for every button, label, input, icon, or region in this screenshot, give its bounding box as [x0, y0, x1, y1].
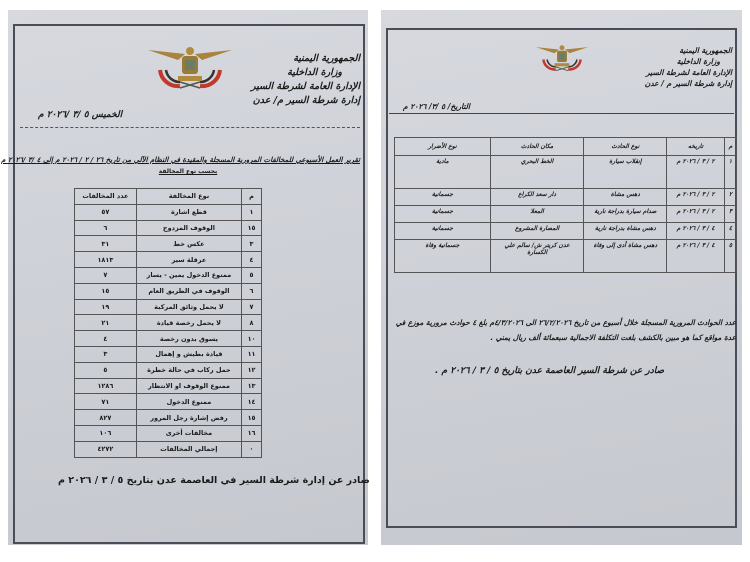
- cell: ١٨١٣: [75, 252, 137, 268]
- left-document-page: [1, 10, 370, 545]
- cell: ١١: [242, 346, 262, 362]
- table-total-row: [75, 441, 262, 457]
- cell: ٣: [75, 346, 137, 362]
- separator-line: [389, 113, 734, 114]
- cell: ممنوع الوقوف او الانتظار: [136, 378, 241, 394]
- cell: دهس مشاة أدى إلى وفاة: [584, 240, 667, 273]
- cell: قطع اشارة: [136, 204, 241, 220]
- cell: ١٠: [242, 331, 262, 347]
- cell: ١: [725, 156, 737, 189]
- issued-by-footer: صادر عن إدارة شرطة السير في العاصمة عدن بتاريخ ٥ / ٣ / ٢٠٢٦ م: [58, 475, 370, 486]
- cell: ١٢٨٦: [75, 378, 137, 394]
- cell: رفض إشارة رجل المرور: [136, 410, 241, 426]
- cell: ٧: [75, 267, 137, 283]
- cell: ٢١: [75, 315, 137, 331]
- table-row: [395, 206, 737, 223]
- column-header: نوع المخالفة: [136, 189, 241, 205]
- cell: جسمانية وفاة: [395, 240, 491, 273]
- cell: ١٥: [242, 410, 262, 426]
- cell: المعلا: [490, 206, 584, 223]
- table-row: [75, 362, 262, 378]
- table-row: [75, 283, 262, 299]
- cell: عكس خط: [136, 236, 241, 252]
- cell: ٤ / ٣ / ٢٠٢٦ م: [667, 240, 725, 273]
- table-row: [75, 394, 262, 410]
- cell: لا يحمل وثائق المركبة: [136, 299, 241, 315]
- letterhead-line: الإدارة العامة لشرطة السير: [645, 68, 732, 77]
- cell: ١٣: [242, 378, 262, 394]
- table-row: [75, 236, 262, 252]
- table-row: [75, 346, 262, 362]
- column-header: مكان الحادث: [490, 138, 584, 156]
- cell: ٧: [242, 299, 262, 315]
- cell: الخط البحري: [490, 156, 584, 189]
- summary-paragraph: عدد الحوادث المرورية المسجلة خلال أسبوع من تاريخ ٢٦/٢/٢٠٢٦ الى ٤/٣/٢٠٢٦م بلغ ٤ حوادث مرورية موزع في عدة مواقع كما هو مبين بالكشف بلغت التكلفة الاجمالية سبعمائة ألف ريال يمني .: [395, 318, 736, 342]
- cell: ١٤: [242, 394, 262, 410]
- column-header: م: [725, 138, 737, 156]
- cell: قيادة بطيش و إهمال: [136, 346, 241, 362]
- yemen-emblem-icon: [531, 40, 593, 74]
- table-row: [75, 410, 262, 426]
- cell: ١٦: [242, 425, 262, 441]
- document-date: الخميس ٥ /٣ /٢٠٢٦ م: [38, 110, 123, 120]
- cell: ٣: [242, 236, 262, 252]
- cell: جسمانية: [395, 206, 491, 223]
- cell: ١٥: [242, 220, 262, 236]
- issued-by-footer: صادر عن شرطة السير العاصمة عدن بتاريخ ٥ / ٣ / ٢٠٢٦ م .: [435, 366, 665, 376]
- table-row: [75, 267, 262, 283]
- letterhead: [251, 52, 360, 108]
- letterhead-line: وزارة الداخلية: [676, 57, 720, 66]
- cell: جسمانية: [395, 189, 491, 206]
- cell: ٢ / ٣ / ٢٠٢٦ م: [667, 206, 725, 223]
- cell: ٦: [242, 283, 262, 299]
- cell: حمل ركاب في حالة خطرة: [136, 362, 241, 378]
- cell: لا يحمل رخصة قيادة: [136, 315, 241, 331]
- table-row: [75, 425, 262, 441]
- report-subtitle: بحسب نوع المخالفة: [158, 168, 218, 175]
- cell: ٨٢٧: [75, 410, 137, 426]
- cell: عدن كريتر ش/ سالم علي الكسارة: [490, 240, 584, 273]
- cell: مخالفات أخرى: [136, 425, 241, 441]
- column-header: عدد المخالفات: [75, 189, 137, 205]
- cell: عرقلة سير: [136, 252, 241, 268]
- cell: ٣: [725, 206, 737, 223]
- cell: ٤٢٧٢: [75, 441, 137, 457]
- cell: دهس مشاة بدراجة نارية: [584, 223, 667, 240]
- cell: ٥: [242, 267, 262, 283]
- cell: ٤ / ٣ / ٢٠٢٦ م: [667, 223, 725, 240]
- cell: ٧١: [75, 394, 137, 410]
- table-header-row: [395, 138, 737, 156]
- cell: ٣١: [75, 236, 137, 252]
- column-header: م: [242, 189, 262, 205]
- letterhead: [645, 45, 732, 89]
- table-row: [75, 252, 262, 268]
- table-row: [75, 220, 262, 236]
- cell: ممنوع الدخول: [136, 394, 241, 410]
- letterhead-line: الجمهورية اليمنية: [679, 46, 732, 55]
- violations-table: [74, 188, 262, 458]
- cell: ٥٧: [75, 204, 137, 220]
- cell: يسوق بدون رخصة: [136, 331, 241, 347]
- report-title: تقرير العمل الأسبوعي للمخالفات المرورية المسجلة والمقيدة في النظام الآلي من تاريخ ٢٦ / ٢ / ٢٠٢٦ م إلى ٤ /٣ /٢٠٢٦ م: [1, 156, 360, 164]
- table-row: [395, 223, 737, 240]
- cell: مادية: [395, 156, 491, 189]
- cell: صدام سيارة بدراجة نارية: [584, 206, 667, 223]
- table-row: [75, 315, 262, 331]
- cell: المصارة المشروع: [490, 223, 584, 240]
- table-header-row: [75, 189, 262, 205]
- letterhead-line: إدارة شرطة السير م / عدن: [644, 79, 732, 88]
- cell: إجمالي المخالفات: [136, 441, 241, 457]
- yemen-emblem-icon: [140, 40, 240, 92]
- table-row: [395, 240, 737, 273]
- table-row: [75, 204, 262, 220]
- cell: ١٩: [75, 299, 137, 315]
- cell: ١٢: [242, 362, 262, 378]
- right-document-page: [381, 10, 742, 545]
- letterhead-line: الإدارة العامة لشرطة السير: [251, 81, 360, 92]
- cell: ٦: [75, 220, 137, 236]
- cell: ٥: [75, 362, 137, 378]
- cell: ١٠٦: [75, 425, 137, 441]
- cell: ١٥: [75, 283, 137, 299]
- cell: ٠: [242, 441, 262, 457]
- letterhead-line: وزارة الداخلية: [287, 67, 342, 78]
- cell: جسمانية: [395, 223, 491, 240]
- letterhead-line: إدارة شرطة السير م/ عدن: [252, 95, 360, 106]
- cell: ممنوع الدخول يمين - يسار: [136, 267, 241, 283]
- table-row: [395, 156, 737, 189]
- table-row: [75, 299, 262, 315]
- accidents-table: [394, 137, 737, 273]
- table-row: [75, 378, 262, 394]
- cell: دهس مشاة: [584, 189, 667, 206]
- cell: الوقوف المزدوج: [136, 220, 241, 236]
- cell: دار سعد الكراع: [490, 189, 584, 206]
- cell: ١: [242, 204, 262, 220]
- cell: إنقلاب سيارة: [584, 156, 667, 189]
- cell: ٥: [725, 240, 737, 273]
- cell: ٤: [725, 223, 737, 240]
- cell: ٤: [242, 252, 262, 268]
- document-date: التاريخ/ ٥ /٣/ ٢٠٢٦ م: [403, 102, 470, 111]
- table-row: [75, 331, 262, 347]
- cell: ٤: [75, 331, 137, 347]
- cell: ٢ / ٣ / ٢٠٢٦ م: [667, 189, 725, 206]
- cell: ٢: [725, 189, 737, 206]
- separator-line: [20, 127, 360, 128]
- column-header: نوع الأضرار: [395, 138, 491, 156]
- column-header: تاريخه: [667, 138, 725, 156]
- cell: الوقوف في الطريق العام: [136, 283, 241, 299]
- cell: ٢ / ٣ / ٢٠٢٦ م: [667, 156, 725, 189]
- cell: ٨: [242, 315, 262, 331]
- table-row: [395, 189, 737, 206]
- letterhead-line: الجمهورية اليمنية: [293, 53, 360, 64]
- column-header: نوع الحادث: [584, 138, 667, 156]
